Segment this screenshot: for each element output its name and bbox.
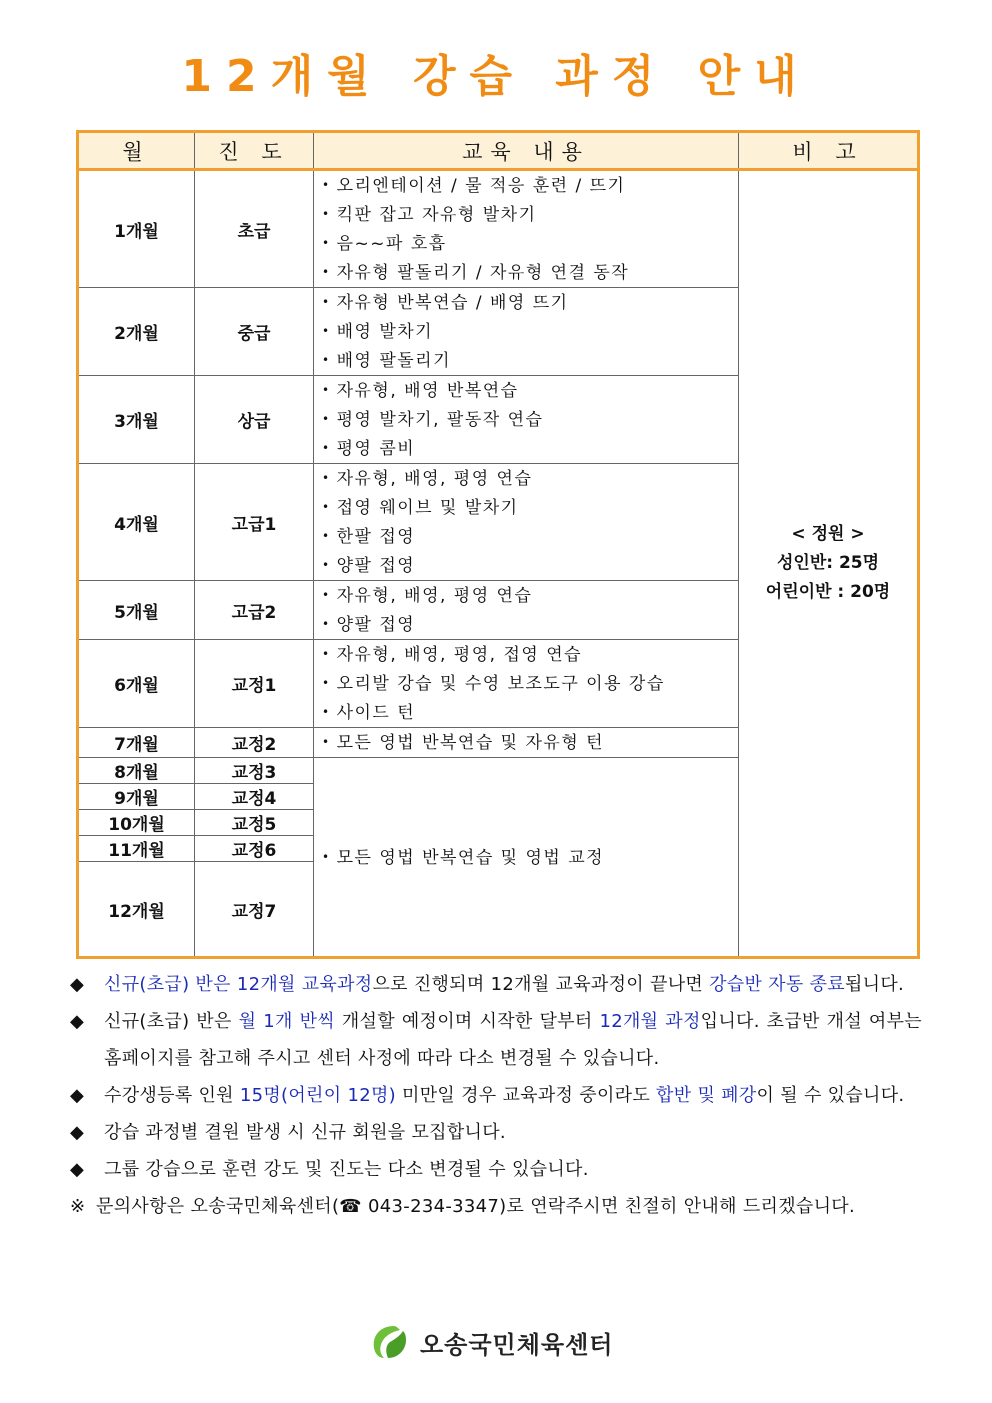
month-cell: 10개월 xyxy=(78,810,195,836)
level-cell: 교정3 xyxy=(195,758,314,784)
list-item: • 평영 콤비 xyxy=(322,439,416,459)
level-cell: 교정5 xyxy=(195,810,314,836)
month-cell: 2개월 xyxy=(78,288,195,376)
month-cell: 4개월 xyxy=(78,464,195,581)
remark-cell xyxy=(739,170,919,958)
month-cell: 11개월 xyxy=(78,836,195,862)
content-cell xyxy=(314,464,739,581)
contact-note: ※ 문의사항은 오송국민체육센터(☎ 043-234-3347)로 연락주시면 친절히 안내해 드리겠습니다. xyxy=(70,1188,922,1225)
reference-mark-icon: ※ xyxy=(70,1196,86,1217)
header-level: 진 도 xyxy=(195,132,314,170)
level-cell: 상급 xyxy=(195,376,314,464)
leaf-logo-icon xyxy=(370,1324,410,1360)
list-item: • 모든 영법 반복연습 및 자유형 턴 xyxy=(322,733,605,753)
month-cell: 5개월 xyxy=(78,581,195,640)
list-item: • 자유형 팔돌리기 / 자유형 연결 동작 xyxy=(322,263,630,283)
level-cell: 고급2 xyxy=(195,581,314,640)
month-cell: 6개월 xyxy=(78,640,195,728)
list-item: • 자유형, 배영, 평영 연습 xyxy=(322,586,533,606)
level-cell: 교정1 xyxy=(195,640,314,728)
table-row xyxy=(78,170,919,288)
diamond-bullet-icon: ◆ xyxy=(70,1011,85,1032)
level-cell: 교정6 xyxy=(195,836,314,862)
header-content: 교육 내용 xyxy=(314,132,739,170)
diamond-bullet-icon: ◆ xyxy=(70,974,85,995)
footer-logo xyxy=(370,1322,613,1362)
note-item: ◆ 수강생등록 인원 15명(어린이 12명) 미만일 경우 교육과정 중이라도 합반 및 폐강이 될 수 있습니다. xyxy=(70,1077,922,1114)
list-item: • 양팔 접영 xyxy=(322,615,416,635)
content-cell xyxy=(314,728,739,758)
level-cell: 교정7 xyxy=(195,862,314,958)
list-item: • 한팔 접영 xyxy=(322,527,416,547)
list-item: • 사이드 턴 xyxy=(322,703,416,723)
level-cell: 초급 xyxy=(195,170,314,288)
content-cell xyxy=(314,288,739,376)
page-title: 12개월 강습 과정 안내 xyxy=(181,51,811,102)
center-name: 오송국민체육센터 xyxy=(420,1330,614,1359)
month-cell: 12개월 xyxy=(78,862,195,958)
content-cell xyxy=(314,640,739,728)
content-cell xyxy=(314,376,739,464)
diamond-bullet-icon: ◆ xyxy=(70,1122,85,1143)
note-item: ◆ 신규(초급) 반은 월 1개 반씩 개설할 예정이며 시작한 달부터 12개월 과정입니다. 초급반 개설 여부는 홈페이지를 참고해 주시고 센터 사정에 따라 다소 변경될 수 있습니다. xyxy=(70,1003,922,1077)
header-month: 월 xyxy=(78,132,195,170)
capacity-title: < 정원 > xyxy=(791,524,865,544)
list-item: • 평영 발차기, 팔동작 연습 xyxy=(322,410,544,430)
level-cell: 중급 xyxy=(195,288,314,376)
list-item: • 모든 영법 반복연습 및 영법 교정 xyxy=(322,847,605,868)
month-cell: 3개월 xyxy=(78,376,195,464)
phone-icon: ☎ xyxy=(339,1196,363,1217)
list-item: • 오리엔테이션 / 물 적응 훈련 / 뜨기 xyxy=(322,176,626,196)
month-cell: 1개월 xyxy=(78,170,195,288)
curriculum-table xyxy=(76,130,920,959)
list-item: • 접영 웨이브 및 발차기 xyxy=(322,498,519,518)
list-item: • 오리발 강습 및 수영 보조도구 이용 강습 xyxy=(322,674,665,694)
note-item: ◆ 신규(초급) 반은 12개월 교육과정으로 진행되며 12개월 교육과정이 끝나면 강습반 자동 종료됩니다. xyxy=(70,966,922,1003)
content-cell xyxy=(314,170,739,288)
list-item: • 자유형, 배영, 평영 연습 xyxy=(322,469,533,489)
list-item: • 배영 팔돌리기 xyxy=(322,351,452,371)
note-item: ◆ 그룹 강습으로 훈련 강도 및 진도는 다소 변경될 수 있습니다. xyxy=(70,1151,922,1188)
list-item: • 배영 발차기 xyxy=(322,322,434,342)
header-remark: 비 고 xyxy=(739,132,919,170)
content-cell xyxy=(314,758,739,958)
month-cell: 8개월 xyxy=(78,758,195,784)
note-item: ◆ 강습 과정별 결원 발생 시 신규 회원을 모집합니다. xyxy=(70,1114,922,1151)
notes-section xyxy=(70,966,922,1225)
capacity-child: 어린이반 : 20명 xyxy=(765,582,891,602)
list-item: • 음~~파 호흡 xyxy=(322,234,447,254)
list-item: • 자유형 반복연습 / 배영 뜨기 xyxy=(322,293,569,313)
list-item: • 킥판 잡고 자유형 발차기 xyxy=(322,205,537,225)
list-item: • 양팔 접영 xyxy=(322,556,416,576)
diamond-bullet-icon: ◆ xyxy=(70,1085,85,1106)
month-cell: 9개월 xyxy=(78,784,195,810)
list-item: • 자유형, 배영 반복연습 xyxy=(322,381,519,401)
content-cell xyxy=(314,581,739,640)
diamond-bullet-icon: ◆ xyxy=(70,1159,85,1180)
capacity-adult: 성인반: 25명 xyxy=(776,553,880,573)
level-cell: 교정4 xyxy=(195,784,314,810)
month-cell: 7개월 xyxy=(78,728,195,758)
table-header-row xyxy=(78,132,919,170)
level-cell: 고급1 xyxy=(195,464,314,581)
list-item: • 자유형, 배영, 평영, 접영 연습 xyxy=(322,645,583,665)
level-cell: 교정2 xyxy=(195,728,314,758)
